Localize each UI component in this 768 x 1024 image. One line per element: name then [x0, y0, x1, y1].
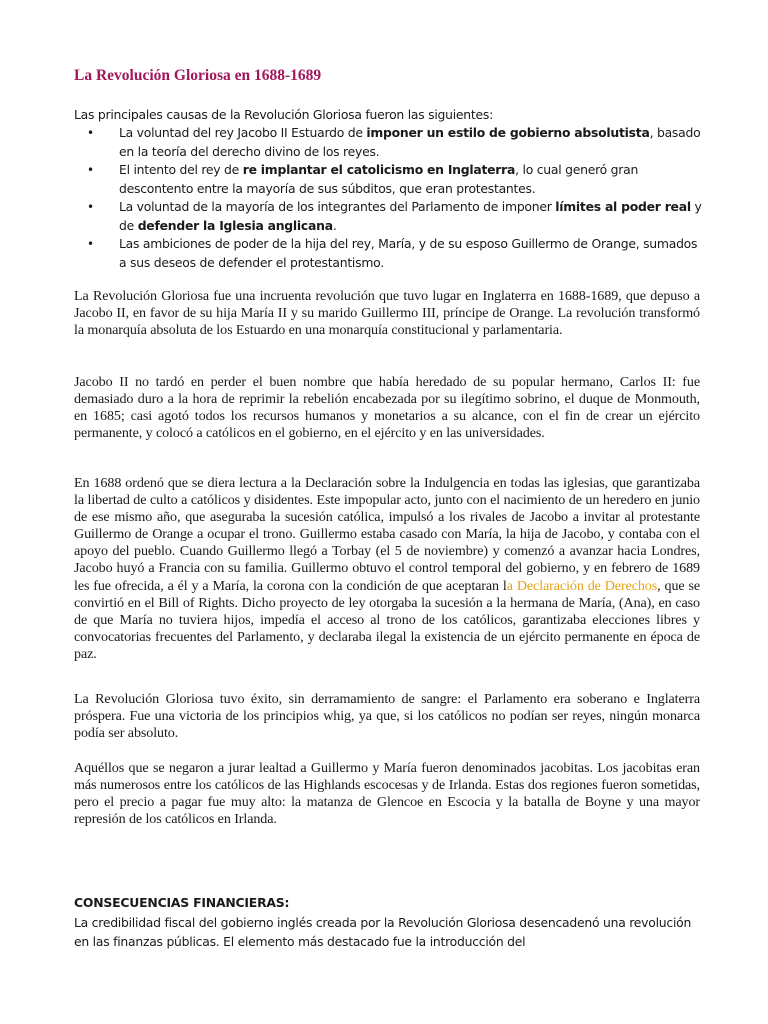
paragraph-overview: La Revolución Gloriosa fue una incruenta revolución que tuvo lugar en Inglaterra en 1688-1689, que depuso a Jacobo II, en favor de su hija María II y su marido Guillermo III, príncipe de Orange. La revolución transformó la monarquía absoluta de los Estuardo en una monarquía constitucional y parlamentaria.: [74, 288, 700, 339]
paragraph-text: , que se convirtió en el Bill of Rights. Dicho proyecto de ley otorgaba la sucesión a la hermana de María, (Ana), en caso de que María no tuviera hijos, impedía el acceso al trono de los católicos, garantizaba elecciones libres y convocatorias frecuentes del Parlamento, y declaraba ilegal la existencia de un ejército permanente en época de paz.: [74, 577, 700, 662]
list-item: [74, 124, 704, 161]
bullet-icon: •: [87, 126, 94, 140]
cause-text: La voluntad de la mayoría de los integrantes del Parlamento de imponer: [119, 199, 556, 214]
cause-text: El intento del rey de: [119, 162, 243, 177]
list-item: [74, 235, 704, 272]
list-item: [74, 198, 704, 235]
bullet-icon: •: [87, 237, 94, 251]
bullet-icon: •: [87, 200, 94, 214]
paragraph-1688: [74, 475, 700, 663]
paragraph-jacobitas: Aquéllos que se negaron a jurar lealtad a Guillermo y María fueron denominados jacobitas. Los jacobitas eran más numerosos entre los católicos de las Highlands escocesas y de Irlanda. Estas dos regiones fueron sometidas, pero el precio a pagar fue muy alto: la matanza de Glencoe en Escocia y la batalla de Boyne y una mayor represión de los católicos en Irlanda.: [74, 760, 700, 828]
causes-list: [74, 124, 704, 272]
financial-heading: CONSECUENCIAS FINANCIERAS:: [74, 895, 290, 910]
financial-text: La credibilidad fiscal del gobierno inglés creada por la Revolución Gloriosa desencadenó una revolución en las finanzas públicas. El elemento más destacado fue la introducción del: [74, 915, 692, 949]
declaracion-link[interactable]: a Declaración de Derechos: [506, 577, 658, 594]
bullet-icon: •: [87, 163, 94, 177]
cause-text: , basado en la teoría del derecho divino de los reyes.: [119, 125, 701, 159]
cause-bold: límites al poder real: [555, 199, 691, 214]
cause-text: y de: [119, 199, 702, 233]
paragraph-text: En 1688 ordenó que se diera lectura a la Declaración sobre la Indulgencia en todas las iglesias, que garantizaba la libertad de culto a católicos y disidentes. Este impopular acto, junto con el nacimiento de un heredero en junio de ese mismo año, que aseguraba la sucesión católica, impulsó a los rivales de Jacobo a invitar al protestante Guillermo de Orange a ocupar el trono. Guillermo estaba casado con María, la hija de Jacobo, y contaba con el apoyo del pueblo. Cuando Guillermo llegó a Torbay (el 5 de noviembre) y comenzó a avanzar hacia Londres, Jacobo huyó a Francia con su familia. Guillermo obtuvo el control temporal del gobierno, y en febrero de 1689 les fue ofrecida, a él y a María, la corona con la condición de que aceptaran l: [74, 475, 700, 594]
paragraph-exito: La Revolución Gloriosa tuvo éxito, sin derramamiento de sangre: el Parlamento era soberano e Inglaterra próspera. Fue una victoria de los principios whig, ya que, si los católicos no podían ser reyes, ningún monarca podía ser absoluto.: [74, 691, 700, 742]
paragraph-jacobo: Jacobo II no tardó en perder el buen nombre que había heredado de su popular hermano, Carlos II: fue demasiado duro a la hora de reprimir la rebelión encabezada por su ilegítimo sobrino, el duque de Monmouth, en 1685; casi agotó todos los recursos humanos y monetarios a su alcance, con el fin de crear un ejército permanente, y colocó a católicos en el gobierno, en el ejército y en las universidades.: [74, 374, 700, 442]
cause-text: , lo cual generó gran descontento entre la mayoría de sus súbditos, que eran protestantes.: [119, 162, 639, 196]
cause-text: Las ambiciones de poder de la hija del rey, María, y de su esposo Guillermo de Orange, sumados a sus deseos de defender el protestantismo.: [119, 236, 698, 270]
cause-bold: defender la Iglesia anglicana: [137, 217, 333, 233]
list-item: [74, 161, 704, 198]
cause-bold: imponer un estilo de gobierno absolutista: [366, 125, 650, 140]
cause-text: .: [332, 217, 337, 233]
document-title: La Revolución Gloriosa en 1688-1689: [74, 67, 322, 84]
cause-bold: re implantar el catolicismo en Inglaterra: [242, 162, 516, 177]
causes-intro: Las principales causas de la Revolución Gloriosa fueron las siguientes:: [74, 107, 494, 122]
cause-text: La voluntad del rey Jacobo II Estuardo de: [119, 125, 367, 140]
